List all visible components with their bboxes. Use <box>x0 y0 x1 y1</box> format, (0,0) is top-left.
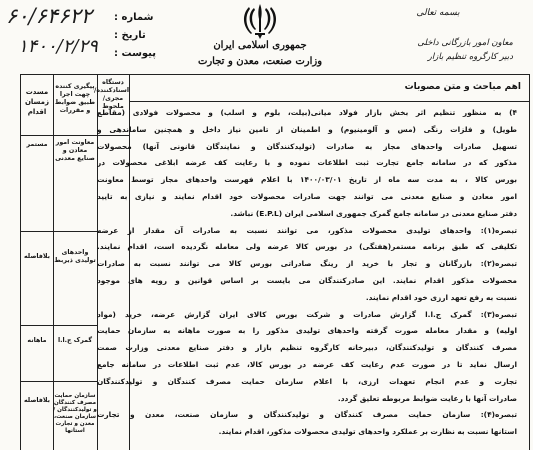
body-line: مذکور که در سامانه جامع تجارت ثبت اطلاعات نموده و با رعایت کف عرضه ابلاغی محصولات در <box>97 158 517 168</box>
letter-date-value: ۱۴۰۰/۲/۲۹ <box>18 36 98 57</box>
attachment-label: پیوست : <box>114 48 157 59</box>
row4-follow-up: سازمان حمایت مصرف کنندگان و تولیدکنندگان / سازمان صنعت، معدن و تجارت استانها <box>53 393 97 434</box>
date-label: تاریخ : <box>114 30 146 41</box>
header-body: اهم مباحث و متن مصوبات <box>404 82 521 92</box>
row1-time: مستمر <box>26 141 48 148</box>
body-line: بورس کالا ، به مدت سه ماه از تاریخ ۱۴۰۰/۰۳/۰۱ با اعلام فهرست واحدهای مجاز توسط معاونت <box>97 175 517 185</box>
invocation: بسمه تعالی <box>416 8 460 18</box>
body-line: تبصره(۳): گمرک ج.ا.ا گزارش صادرات و شرکت بورس کالای ایران گزارش عرضه، خرید (مواد <box>97 309 517 319</box>
body-line: دفتر صنایع معدنی در سامانه جامع گمرک جمهوری اسلامی ایران (E.P.L) نباشد. <box>230 208 517 218</box>
body-line: تکلیفی که طبق برنامه مستمر(هفتگی) در بورس کالا عرضه ولی معامله نگردیده است، اقدام نمایند. <box>97 242 517 252</box>
row3-time: ماهانه <box>27 337 47 344</box>
ministry-title: وزارت صنعت، معدن و تجارت <box>197 56 323 67</box>
header-approver: دستگاه اسنادکننده/ مجری/ ملحوظ <box>94 79 129 110</box>
row4-time: بلافاصله <box>23 397 51 404</box>
body-line: اولیه) و مقدار معامله صورت گرفته واحدهای تولیدی مذکور را به صورت ماهانه به سازمان حمایت <box>97 326 517 336</box>
body-line: صادرات آنها با رعایت ضوابط مربوطه تعلیق گردد. <box>337 393 517 403</box>
body-line: محصولات مذکور اقدام نمایند. این صادرکنندگان می بایست بر اساس قوانین و رویه های موجود <box>97 276 517 285</box>
body-line: تبصره(۴): سازمان حمایت مصرف کنندگان و تولیدکنندگان و سازمان صنعت، معدن و تجارت <box>97 410 517 420</box>
body-line: تبصره(۱): واحدهای تولیدی محصولات مذکور، می توانند نسبت به صادرات آن مقدار از عرضه <box>97 225 517 235</box>
body-line: مصرف کنندگان و تولیدکنندگان، دبیرخانه کارگروه تنظیم بازار و دفتر صنایع معدنی وزارت صمت <box>97 343 517 353</box>
sender-deputy: معاون امور بازرگانی داخلی <box>417 38 513 48</box>
body-line: تسهیل صادرات واحدهای مجاز به صادرات (تولیدکنندگان و نمایندگان قانونی آنها) محصولات <box>97 141 517 151</box>
body-line: استانها نسبت به نظارت بر عملکرد واحدهای تولیدی محصولات مذکور، اقدام نمایند. <box>218 427 517 437</box>
row2-follow-up: واحدهای تولیدی ذیربط <box>54 249 96 264</box>
body-line: امور معادن و صنایع معدنی می توانند جهت صادرات محصولات خود اقدام نمایند و نیازی به تایید <box>97 192 517 201</box>
body-line: نسبت به رفع تعهد ارزی خود اقدام نمایند. <box>365 292 517 302</box>
body-line: طویل) و فلزات رنگی (مس و آلومینیوم) و اطمینان از تامین نیاز داخل و همچنین ساماندهی و <box>97 124 517 134</box>
header-follow-up: پیگیری کننده چهت اجرا طبیق ضوابط و مقررات <box>54 83 96 114</box>
row2-time: بلافاصله <box>23 253 51 260</box>
letter-number-value: ۶۰/۶۴۶۲۲ <box>6 4 93 28</box>
row3-follow-up: گمرک ج.ا.ا <box>57 337 93 344</box>
body-line: ارسال نماید تا در صورت عدم رعایت کف عرضه در بورس کالا، عدم ثبت اطلاعات در سامانه جامع <box>97 360 517 369</box>
header-time: مسدت زمسان اقدام <box>24 88 50 116</box>
resolutions-table <box>20 74 530 450</box>
number-label: شماره : <box>114 12 154 23</box>
body-line: ۴) به منظور تنظیم اثر بخش بازار فولاد میانی(بیلت، بلوم و اسلب) و محصولات فولادی (مقاطع <box>97 108 517 117</box>
body-line: تبصره(۲): بازرگانان و تجار با خرید از رینگ صادراتی بورس کالا می توانند نسبت به صادرات <box>97 259 517 269</box>
row1-follow-up: معاونت امور معادن و صنایع معدنی <box>55 139 95 162</box>
iran-emblem-icon <box>240 2 280 40</box>
republic-title: جمهوری اسلامی ایران <box>213 40 307 51</box>
sender-block <box>363 6 513 64</box>
sender-secretary: دبیر کارگروه تنظیم بازار <box>427 52 513 62</box>
body-line: تجارت و عدم انجام تعهدات ارزی، با اعلام سازمان حمایت مصرف کنندگان و تولیدکنندگان <box>97 376 517 386</box>
